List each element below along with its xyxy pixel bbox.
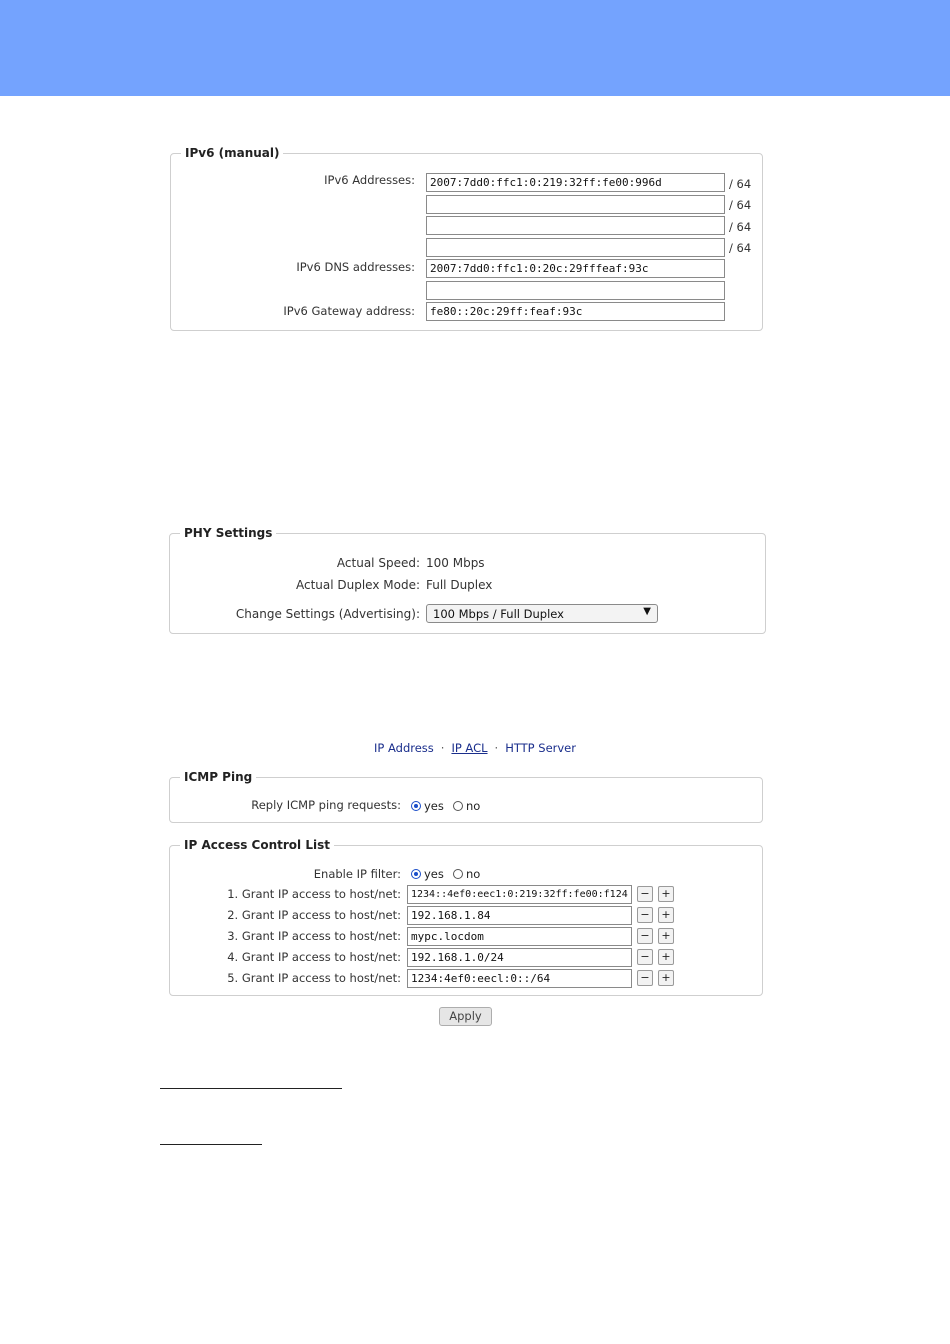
acl-host-field-1[interactable]	[407, 885, 632, 904]
radio-checked-icon	[411, 869, 421, 879]
icmp-yes-radio[interactable]	[411, 799, 444, 813]
acl-legend: IP Access Control List	[184, 838, 330, 852]
icmp-yes-label: yes	[424, 799, 444, 813]
acl-remove-button-1[interactable]: −	[637, 886, 653, 902]
nav-link-ip-acl[interactable]: IP ACL	[451, 741, 488, 755]
acl-host-field-5[interactable]	[407, 969, 632, 988]
icmp-fieldset	[169, 770, 763, 823]
underline-rule-2	[160, 1144, 262, 1145]
icmp-legend: ICMP Ping	[184, 770, 253, 784]
reply-icmp-label: Reply ICMP ping requests:	[251, 798, 401, 812]
icmp-no-radio[interactable]	[453, 799, 480, 813]
filter-yes-label: yes	[424, 867, 444, 881]
nav-link-http-server[interactable]: HTTP Server	[505, 741, 576, 755]
acl-remove-button-5[interactable]: −	[637, 970, 653, 986]
prefix-suffix-4: / 64	[729, 241, 752, 255]
ipv6-address-field-2[interactable]	[426, 195, 725, 214]
acl-add-button-3[interactable]: +	[658, 928, 674, 944]
phy-legend: PHY Settings	[184, 526, 273, 540]
ipv6-address-field-1[interactable]	[426, 173, 725, 192]
acl-row-label-5: 5. Grant IP access to host/net:	[227, 971, 401, 985]
change-settings-label: Change Settings (Advertising):	[235, 607, 420, 621]
ipv6-address-field-3[interactable]	[426, 216, 725, 235]
acl-host-field-2[interactable]	[407, 906, 632, 925]
ipv6-address-field-4[interactable]	[426, 238, 725, 257]
enable-filter-label: Enable IP filter:	[313, 867, 401, 881]
filter-yes-radio[interactable]	[411, 867, 444, 881]
icmp-no-label: no	[466, 799, 481, 813]
ipv6-gateway-field[interactable]	[426, 302, 725, 321]
filter-no-radio[interactable]	[453, 867, 480, 881]
ipv6-dns-field-1[interactable]	[426, 259, 725, 278]
radio-unchecked-icon	[453, 801, 463, 811]
actual-speed-label: Actual Speed:	[336, 556, 420, 570]
filter-no-label: no	[466, 867, 481, 881]
nav-link-ip-address[interactable]: IP Address	[374, 741, 434, 755]
acl-add-button-2[interactable]: +	[658, 907, 674, 923]
advertising-select-value: 100 Mbps / Full Duplex	[433, 607, 564, 621]
radio-unchecked-icon	[453, 869, 463, 879]
acl-add-button-4[interactable]: +	[658, 949, 674, 965]
nav-separator: ·	[494, 741, 499, 755]
acl-row-label-4: 4. Grant IP access to host/net:	[227, 950, 401, 964]
advertising-select[interactable]	[426, 604, 658, 623]
nav-separator: ·	[440, 741, 445, 755]
ipv6-gateway-label: IPv6 Gateway address:	[283, 304, 415, 318]
radio-checked-icon	[411, 801, 421, 811]
actual-duplex-label: Actual Duplex Mode:	[295, 578, 420, 592]
acl-host-field-4[interactable]	[407, 948, 632, 967]
ipv6-dns-field-2[interactable]	[426, 281, 725, 300]
actual-speed-value: 100 Mbps	[426, 556, 485, 570]
acl-add-button-1[interactable]: +	[658, 886, 674, 902]
ipv6-legend: IPv6 (manual)	[185, 146, 280, 160]
acl-remove-button-2[interactable]: −	[637, 907, 653, 923]
actual-duplex-value: Full Duplex	[426, 578, 493, 592]
ipv6-dns-label: IPv6 DNS addresses:	[296, 260, 415, 274]
prefix-suffix-1: / 64	[729, 177, 752, 191]
acl-host-field-3[interactable]	[407, 927, 632, 946]
chevron-down-icon: ▼	[643, 606, 651, 617]
prefix-suffix-3: / 64	[729, 220, 752, 234]
header-banner	[0, 0, 950, 96]
acl-row-label-2: 2. Grant IP access to host/net:	[227, 908, 401, 922]
ip-config-nav	[0, 741, 950, 755]
acl-remove-button-4[interactable]: −	[637, 949, 653, 965]
ipv6-addresses-label: IPv6 Addresses:	[324, 173, 415, 187]
apply-button[interactable]: Apply	[439, 1007, 492, 1026]
acl-add-button-5[interactable]: +	[658, 970, 674, 986]
acl-row-label-3: 3. Grant IP access to host/net:	[227, 929, 401, 943]
acl-remove-button-3[interactable]: −	[637, 928, 653, 944]
acl-row-label-1: 1. Grant IP access to host/net:	[227, 887, 401, 901]
underline-rule-1	[160, 1088, 342, 1089]
prefix-suffix-2: / 64	[729, 198, 752, 212]
